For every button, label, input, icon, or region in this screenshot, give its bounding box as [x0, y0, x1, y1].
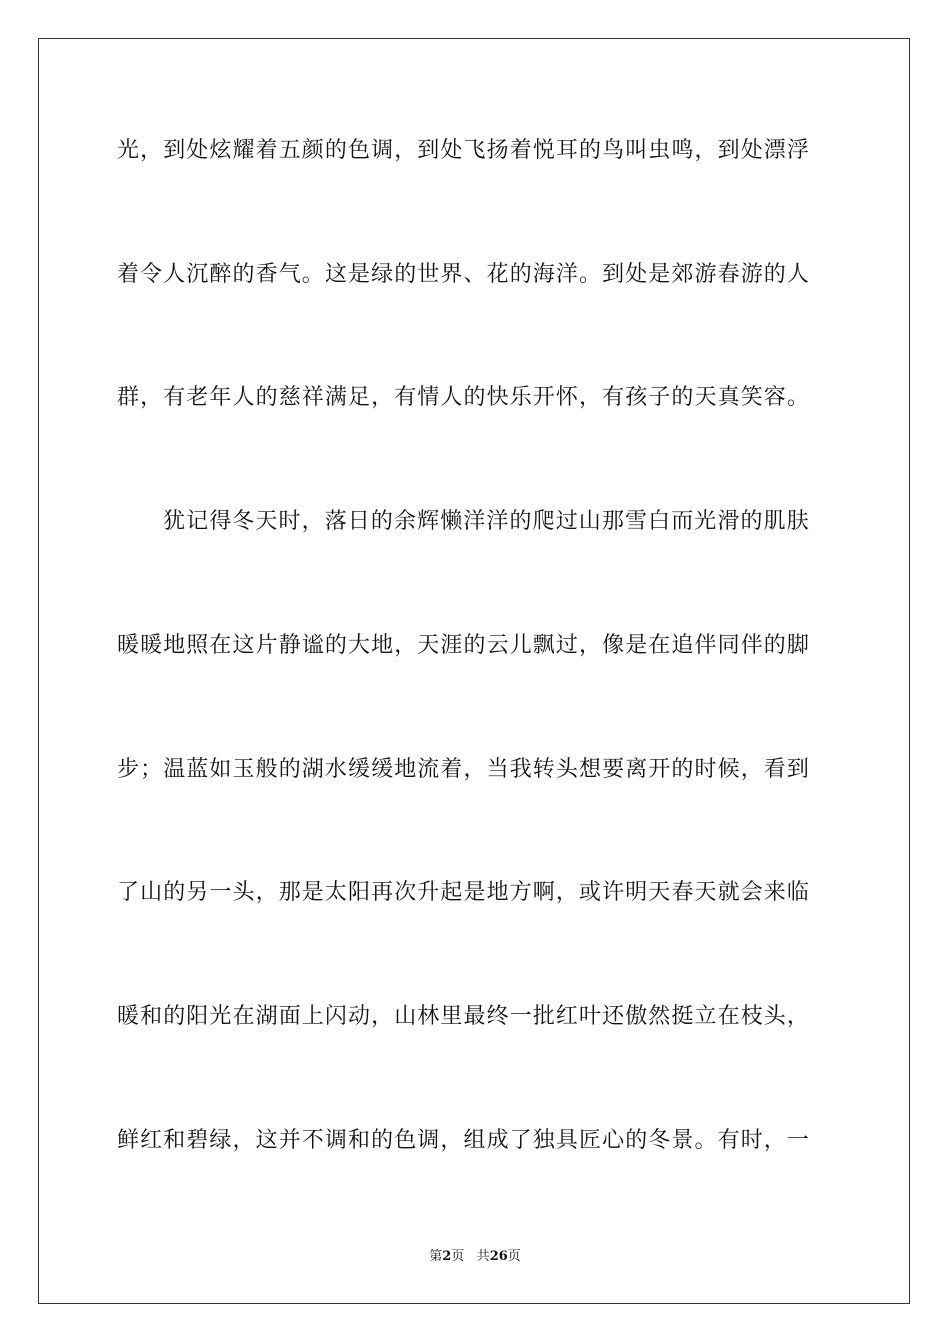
total-pages: 26 [489, 1249, 508, 1264]
text-line-5: 暖暖地照在这片静谧的大地，天涯的云儿飘过，像是在追伴同伴的脚 [117, 633, 811, 658]
page-footer [0, 1248, 950, 1266]
text-line-2: 着令人沉醉的香气。这是绿的世界、花的海洋。到处是郊游春游的人 [117, 262, 811, 287]
text-line-7: 了山的另一头，那是太阳再次升起是地方啊，或许明天春天就会来临 [117, 880, 811, 905]
page-border [38, 38, 910, 1304]
text-line-4-paragraph-start: 犹记得冬天时，落日的余辉懒洋洋的爬过山那雪白而光滑的肌肤 [163, 509, 810, 534]
page-suffix: 页 [451, 1249, 465, 1264]
total-prefix: 共 [476, 1249, 490, 1264]
text-line-1: 光，到处炫耀着五颜的色调，到处飞扬着悦耳的鸟叫虫鸣，到处漂浮 [117, 138, 811, 163]
text-line-8: 暖和的阳光在湖面上闪动，山林里最终一批红叶还傲然挺立在枝头， [117, 1004, 811, 1029]
page-number: 2 [442, 1249, 452, 1264]
total-suffix: 页 [507, 1249, 521, 1264]
text-line-3: 群，有老年人的慈祥满足，有情人的快乐开怀，有孩子的天真笑容。 [117, 385, 811, 410]
text-line-6: 步；温蓝如玉般的湖水缓缓地流着，当我转头想要离开的时候，看到 [117, 757, 811, 782]
text-line-9: 鲜红和碧绿，这并不调和的色调，组成了独具匠心的冬景。有时，一 [117, 1128, 811, 1153]
page-prefix: 第 [429, 1249, 443, 1264]
